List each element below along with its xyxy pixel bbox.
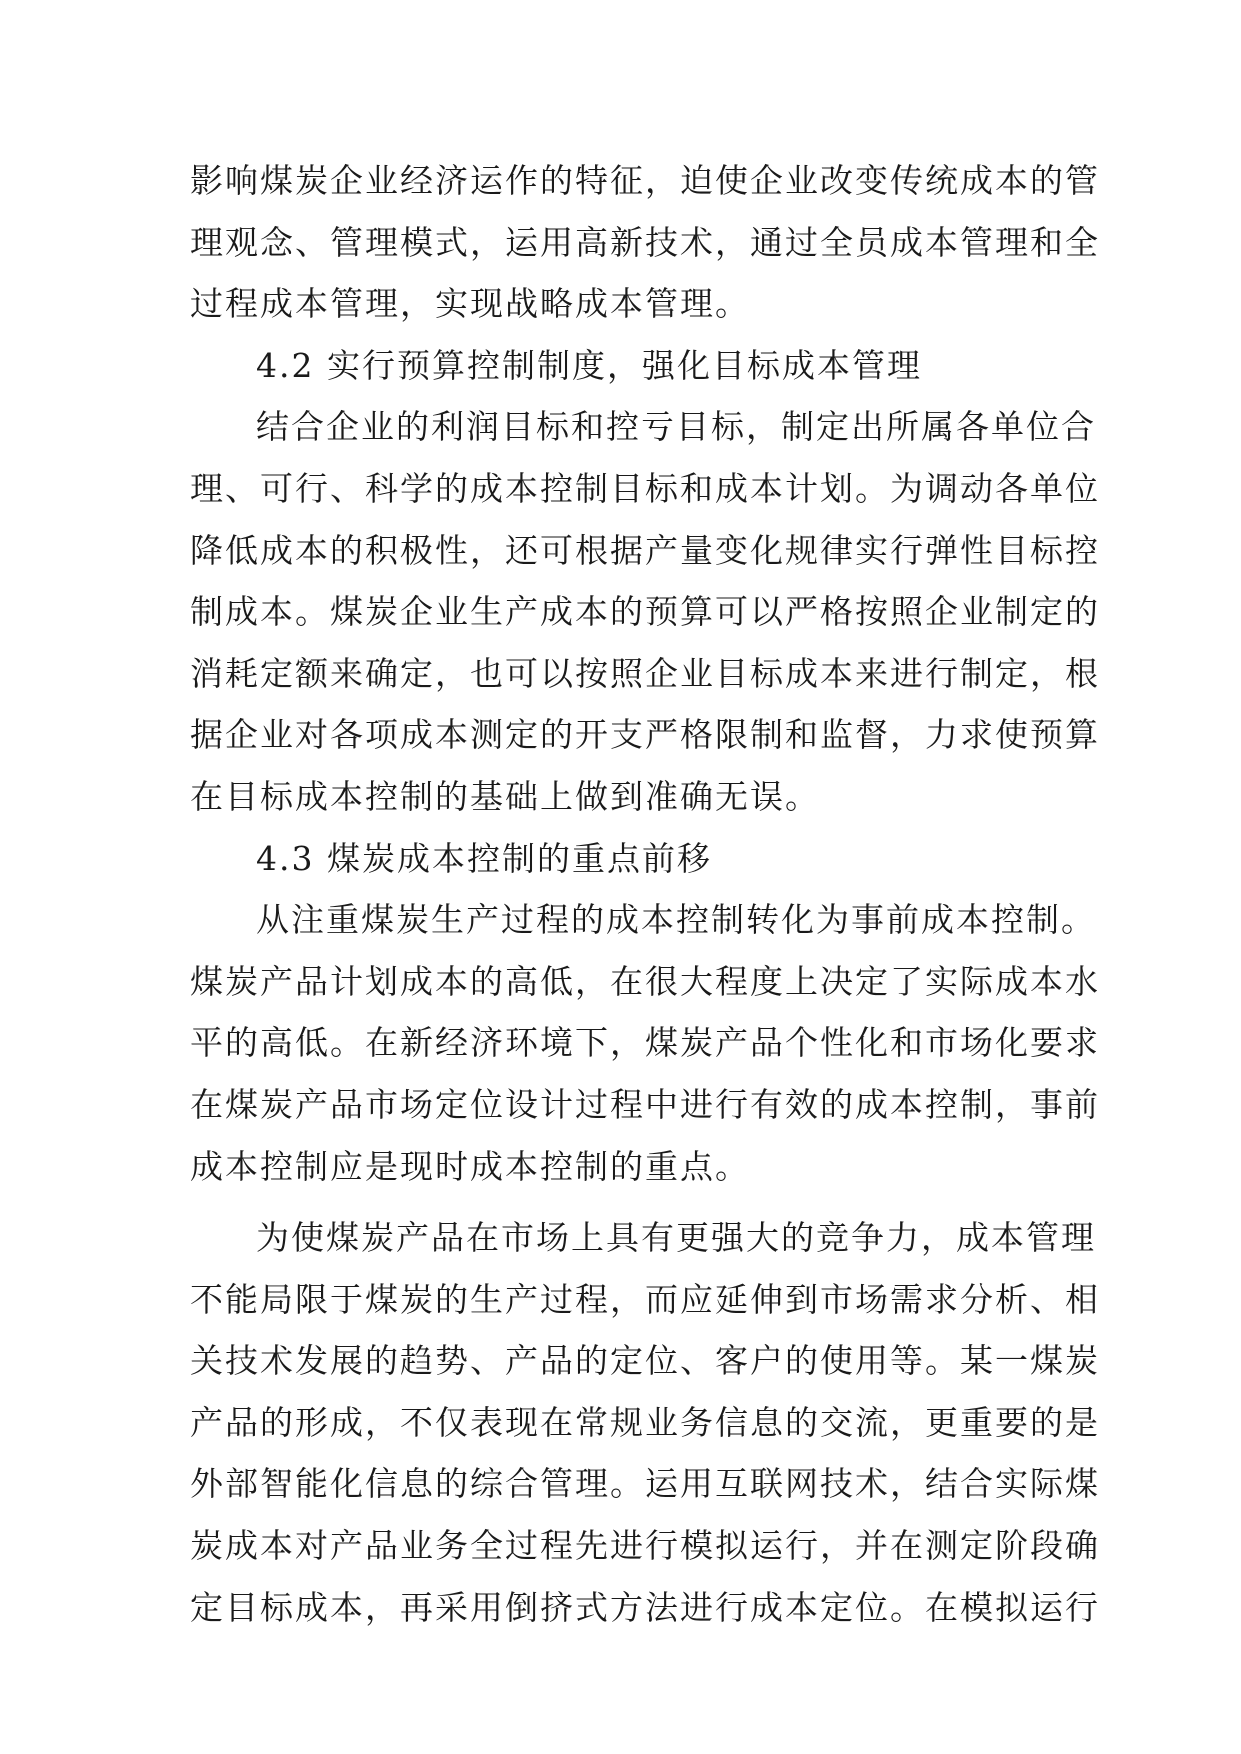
text-line: 平的高低。在新经济环境下，煤炭产品个性化和市场化要求 xyxy=(190,1023,1100,1063)
text-line: 结合企业的利润目标和控亏目标，制定出所属各单位合 xyxy=(256,407,1096,447)
text-line: 定目标成本，再采用倒挤式方法进行成本定位。在模拟运行 xyxy=(190,1587,1100,1627)
text-line: 炭成本对产品业务全过程先进行模拟运行，并在测定阶段确 xyxy=(190,1526,1100,1566)
text-line: 理观念、管理模式，运用高新技术，通过全员成本管理和全 xyxy=(190,222,1100,262)
paragraph xyxy=(190,889,1100,1197)
text-line: 过程成本管理，实现战略成本管理。 xyxy=(190,284,750,324)
text-line: 在目标成本控制的基础上做到准确无误。 xyxy=(190,776,820,816)
text-line: 产品的形成，不仅表现在常规业务信息的交流，更重要的是 xyxy=(190,1402,1100,1442)
text-line: 煤炭产品计划成本的高低，在很大程度上决定了实际成本水 xyxy=(190,961,1100,1001)
text-line: 在煤炭产品市场定位设计过程中进行有效的成本控制，事前 xyxy=(190,1084,1100,1124)
paragraph xyxy=(190,150,1100,335)
paragraph xyxy=(190,396,1100,827)
text-line: 消耗定额来确定，也可以按照企业目标成本来进行制定，根 xyxy=(190,653,1100,693)
section-heading: 4.3 煤炭成本控制的重点前移 xyxy=(256,838,712,878)
paragraph-spacer xyxy=(190,1197,1070,1207)
text-line: 制成本。煤炭企业生产成本的预算可以严格按照企业制定的 xyxy=(190,592,1100,632)
text-line: 影响煤炭企业经济运作的特征，迫使企业改变传统成本的管 xyxy=(190,161,1100,200)
text-line: 降低成本的积极性，还可根据产量变化规律实行弹性目标控 xyxy=(190,530,1100,570)
document-body xyxy=(190,150,1100,1638)
text-line: 关技术发展的趋势、产品的定位、客户的使用等。某一煤炭 xyxy=(190,1341,1100,1381)
text-line: 外部智能化信息的综合管理。运用互联网技术，结合实际煤 xyxy=(190,1464,1100,1504)
text-line: 成本控制应是现时成本控制的重点。 xyxy=(190,1146,750,1186)
text-line: 理、可行、科学的成本控制目标和成本计划。为调动各单位 xyxy=(190,468,1100,508)
text-line: 为使煤炭产品在市场上具有更强大的竞争力，成本管理 xyxy=(256,1218,1096,1258)
paragraph xyxy=(190,1207,1100,1638)
text-line: 据企业对各项成本测定的开支严格限制和监督，力求使预算 xyxy=(190,715,1100,755)
text-line: 不能局限于煤炭的生产过程，而应延伸到市场需求分析、相 xyxy=(190,1279,1100,1319)
section-heading: 4.2 实行预算控制制度，强化目标成本管理 xyxy=(256,345,922,385)
text-line: 从注重煤炭生产过程的成本控制转化为事前成本控制。 xyxy=(256,900,1096,940)
